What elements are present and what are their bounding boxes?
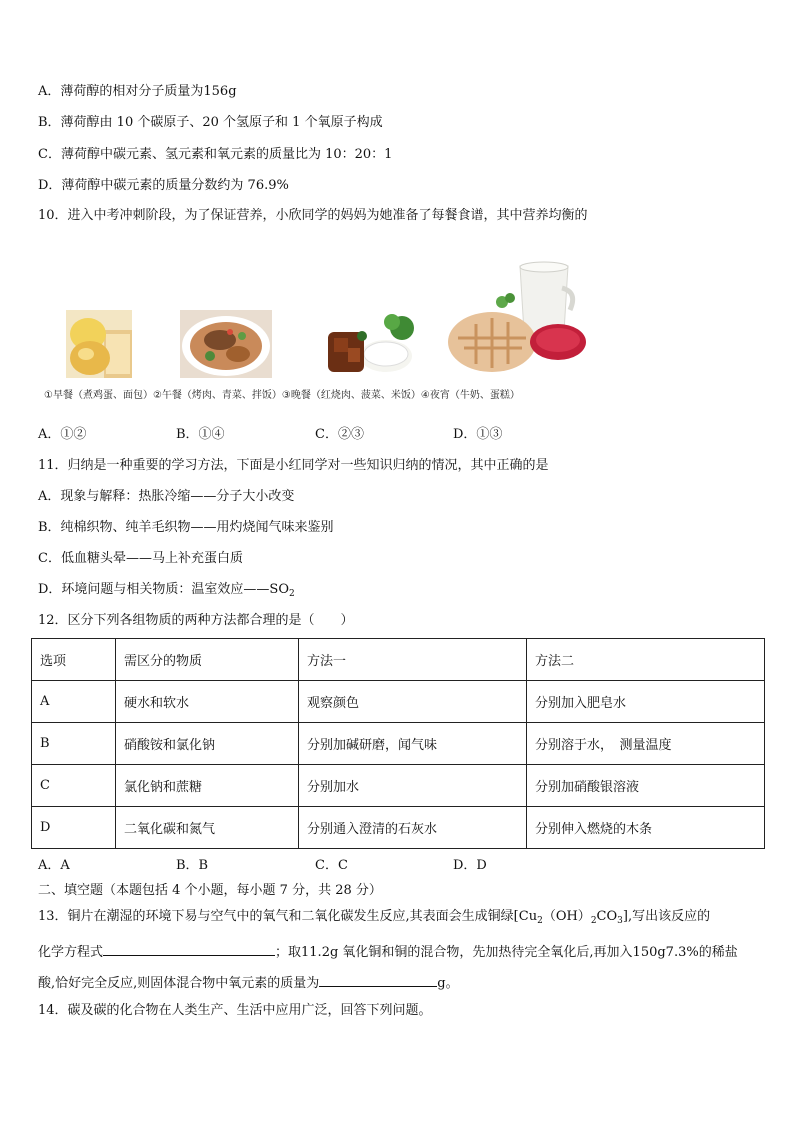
meal-caption: ①早餐（煮鸡蛋、面包）②午餐（烤肉、青菜、拌饭）③晚餐（红烧肉、菠菜、米饭）④夜宵（牛奶、蛋糕） bbox=[44, 390, 520, 401]
table-cell: 分别伸入燃烧的木条 bbox=[527, 807, 765, 849]
section-heading: 二、填空题（本题包括 4 个小题，每小题 7 分，共 28 分） bbox=[38, 883, 382, 898]
answer-blank-equation[interactable] bbox=[103, 941, 275, 956]
q12-option-a: A．A bbox=[38, 858, 70, 873]
table-cell: 分别溶于水， 测量温度 bbox=[527, 723, 765, 765]
table-row bbox=[32, 807, 765, 849]
q12-option-b: B．B bbox=[176, 858, 209, 873]
q14-stem: 14．碳及碳的化合物在人类生产、生活中应用广泛，回答下列问题。 bbox=[38, 1003, 432, 1018]
q13-line-2 bbox=[38, 941, 738, 961]
q13-line-3 bbox=[38, 972, 459, 992]
table-cell: 硬水和软水 bbox=[116, 681, 299, 723]
q12-stem: 12．区分下列各组物质的两种方法都合理的是（ ） bbox=[38, 613, 354, 628]
table-cell: 分别通入澄清的石灰水 bbox=[299, 807, 527, 849]
q13-text: 酸,恰好完全反应,则固体混合物中氧元素的质量为 bbox=[38, 976, 320, 991]
table-cell: 硝酸铵和氯化钠 bbox=[116, 723, 299, 765]
q13-text: （OH） bbox=[542, 909, 591, 924]
lunch-image bbox=[180, 310, 272, 378]
table-cell: 二氧化碳和氮气 bbox=[116, 807, 299, 849]
q13-text: ；取11.2g 氧化铜和铜的混合物，先加热待完全氧化后,再加入150g7.3%的稀盐 bbox=[275, 945, 738, 960]
header-cell: 需区分的物质 bbox=[116, 639, 299, 681]
q9-option-b: B．薄荷醇由 10 个碳原子、20 个氢原子和 1 个氧原子构成 bbox=[38, 115, 383, 130]
table-cell: 分别加碱研磨，闻气味 bbox=[299, 723, 527, 765]
table-row bbox=[32, 723, 765, 765]
table-cell: D bbox=[32, 807, 116, 849]
q12-option-c: C．C bbox=[315, 858, 348, 873]
q11-stem: 11．归纳是一种重要的学习方法，下面是小红同学对一些知识归纳的情况，其中正确的是 bbox=[38, 458, 549, 473]
q11-option-d bbox=[38, 582, 295, 598]
table-cell: C bbox=[32, 765, 116, 807]
q11-option-d-subscript: 2 bbox=[289, 589, 295, 599]
table-cell: B bbox=[32, 723, 116, 765]
q11-option-c: C．低血糖头晕——马上补充蛋白质 bbox=[38, 551, 243, 566]
table-cell: 分别加硝酸银溶液 bbox=[527, 765, 765, 807]
answer-blank-oxygen-mass[interactable] bbox=[319, 972, 437, 987]
q13-line-1 bbox=[38, 909, 710, 925]
q9-option-c: C．薄荷醇中碳元素、氢元素和氧元素的质量比为 10：20：1 bbox=[38, 147, 393, 162]
table-row bbox=[32, 765, 765, 807]
header-cell: 方法一 bbox=[299, 639, 527, 681]
table-header-row bbox=[32, 639, 765, 681]
q11-option-d-text: D．环境问题与相关物质：温室效应——SO bbox=[38, 582, 289, 597]
dinner-image bbox=[324, 312, 416, 378]
late-snack-image bbox=[446, 258, 592, 382]
table-cell: 氯化钠和蔗糖 bbox=[116, 765, 299, 807]
q13-text: 化学方程式 bbox=[38, 945, 104, 960]
q10-option-b: B．①④ bbox=[176, 427, 225, 442]
q9-option-d: D．薄荷醇中碳元素的质量分数约为 76.9% bbox=[38, 178, 289, 193]
table-cell: 观察颜色 bbox=[299, 681, 527, 723]
breakfast-image bbox=[66, 310, 132, 378]
q13-subscript: 2 bbox=[590, 916, 597, 926]
q13-text: g。 bbox=[437, 976, 459, 991]
q10-option-d: D．①③ bbox=[453, 427, 503, 442]
q11-option-a: A．现象与解释：热胀冷缩——分子大小改变 bbox=[38, 489, 295, 504]
q13-text: ],写出该反应的 bbox=[622, 909, 711, 924]
q10-option-a: A．①② bbox=[38, 427, 87, 442]
q12-table bbox=[31, 638, 765, 849]
q13-subscript: 2 bbox=[537, 916, 543, 926]
q13-text: 13．铜片在潮湿的环境下易与空气中的氧气和二氧化碳发生反应,其表面会生成铜绿[Cu bbox=[38, 909, 538, 924]
q10-option-c: C．②③ bbox=[315, 427, 364, 442]
table-cell: 分别加入肥皂水 bbox=[527, 681, 765, 723]
header-cell: 选项 bbox=[32, 639, 116, 681]
q9-option-a: A．薄荷醇的相对分子质量为156g bbox=[38, 84, 237, 99]
q13-text: CO bbox=[596, 909, 618, 924]
table-cell: 分别加水 bbox=[299, 765, 527, 807]
q13-subscript: 3 bbox=[617, 916, 623, 926]
table-row bbox=[32, 681, 765, 723]
table-cell: A bbox=[32, 681, 116, 723]
q11-option-b: B．纯棉织物、纯羊毛织物——用灼烧闻气味来鉴别 bbox=[38, 520, 334, 535]
q12-option-d: D．D bbox=[453, 858, 487, 873]
q10-stem: 10．进入中考冲刺阶段，为了保证营养，小欣同学的妈妈为她准备了每餐食谱，其中营养均衡的 bbox=[38, 208, 588, 223]
header-cell: 方法二 bbox=[527, 639, 765, 681]
